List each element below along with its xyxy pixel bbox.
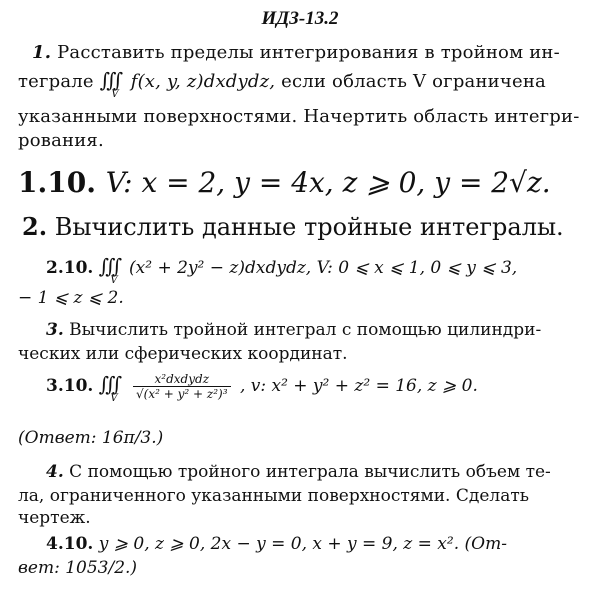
integral-domain-label: V	[110, 393, 118, 404]
task2-10-line1	[46, 254, 517, 286]
task3-line2: ческих или сферических координат.	[18, 344, 348, 364]
task1-line2	[18, 68, 546, 100]
task4-10-text: y ⩾ 0, z ⩾ 0, 2x − y = 0, x + y = 9, z = x². (От-	[98, 534, 507, 554]
task1-10-number: 1.10.	[18, 166, 96, 199]
task4-line2: ла, ограниченного указанными поверхностями. Сделать	[18, 486, 529, 506]
task3-10-number: 3.10.	[46, 376, 94, 396]
task1-line2-before: теграле	[18, 71, 94, 92]
task1-10	[18, 166, 551, 199]
task1-line4: рования.	[18, 130, 104, 151]
task1-10-text: V: x = 2, y = 4x, z ⩾ 0, y = 2√z.	[105, 166, 551, 199]
task1-line1	[32, 42, 560, 63]
task4-10-line2: вет: 1053/2.)	[18, 558, 138, 578]
task4-10-number: 4.10.	[46, 534, 94, 554]
fraction-numerator: x²dxdydz	[133, 372, 231, 387]
task3-10-answer: (Ответ: 16π/3.)	[18, 428, 164, 448]
task1-line2-after: если область V ограничена	[281, 71, 546, 92]
integral-domain-label: V	[110, 275, 118, 286]
task4-line1	[46, 462, 551, 482]
task1-number: 1.	[32, 42, 52, 63]
task3-line1	[46, 320, 541, 340]
triple-integral-symbol: ∭	[99, 68, 118, 92]
task4-number: 4.	[46, 462, 64, 482]
task1-line1-text: Расставить пределы интегрирования в тройном ин-	[57, 42, 560, 63]
document-title: ИДЗ-13.2	[261, 8, 339, 29]
task1-line3: указанными поверхностями. Начертить область интегри-	[18, 106, 580, 127]
task2-number: 2.	[22, 212, 48, 241]
task2-10-expression: (x² + 2y² − z)dxdydz, V: 0 ⩽ x ⩽ 1, 0 ⩽ y ⩽ 3,	[129, 258, 518, 278]
task3-10-condition: , v: x² + y² + z² = 16, z ⩾ 0.	[239, 376, 478, 396]
task3-number: 3.	[46, 320, 64, 340]
task4-10-line1	[46, 534, 507, 554]
task2-10-number: 2.10.	[46, 258, 94, 278]
task3-10	[46, 372, 478, 404]
fraction-denominator: √(x² + y² + z²)³	[136, 387, 228, 401]
task2-text: Вычислить данные тройные интегралы.	[54, 213, 564, 241]
integrand-fraction	[133, 372, 231, 401]
triple-integral-symbol: ∭	[98, 372, 117, 396]
task1-integrand: f(x, y, z)dxdydz,	[130, 71, 276, 92]
task2-10-line2: − 1 ⩽ z ⩽ 2.	[18, 288, 124, 308]
triple-integral-symbol: ∭	[98, 254, 117, 278]
task2-heading	[22, 212, 564, 241]
task3-line1-text: Вычислить тройной интеграл с помощью цилиндри-	[69, 320, 542, 340]
task4-line3: чертеж.	[18, 508, 91, 528]
task4-line1-text: С помощью тройного интеграла вычислить объем те-	[69, 462, 551, 482]
integral-domain-label: V	[111, 89, 119, 100]
